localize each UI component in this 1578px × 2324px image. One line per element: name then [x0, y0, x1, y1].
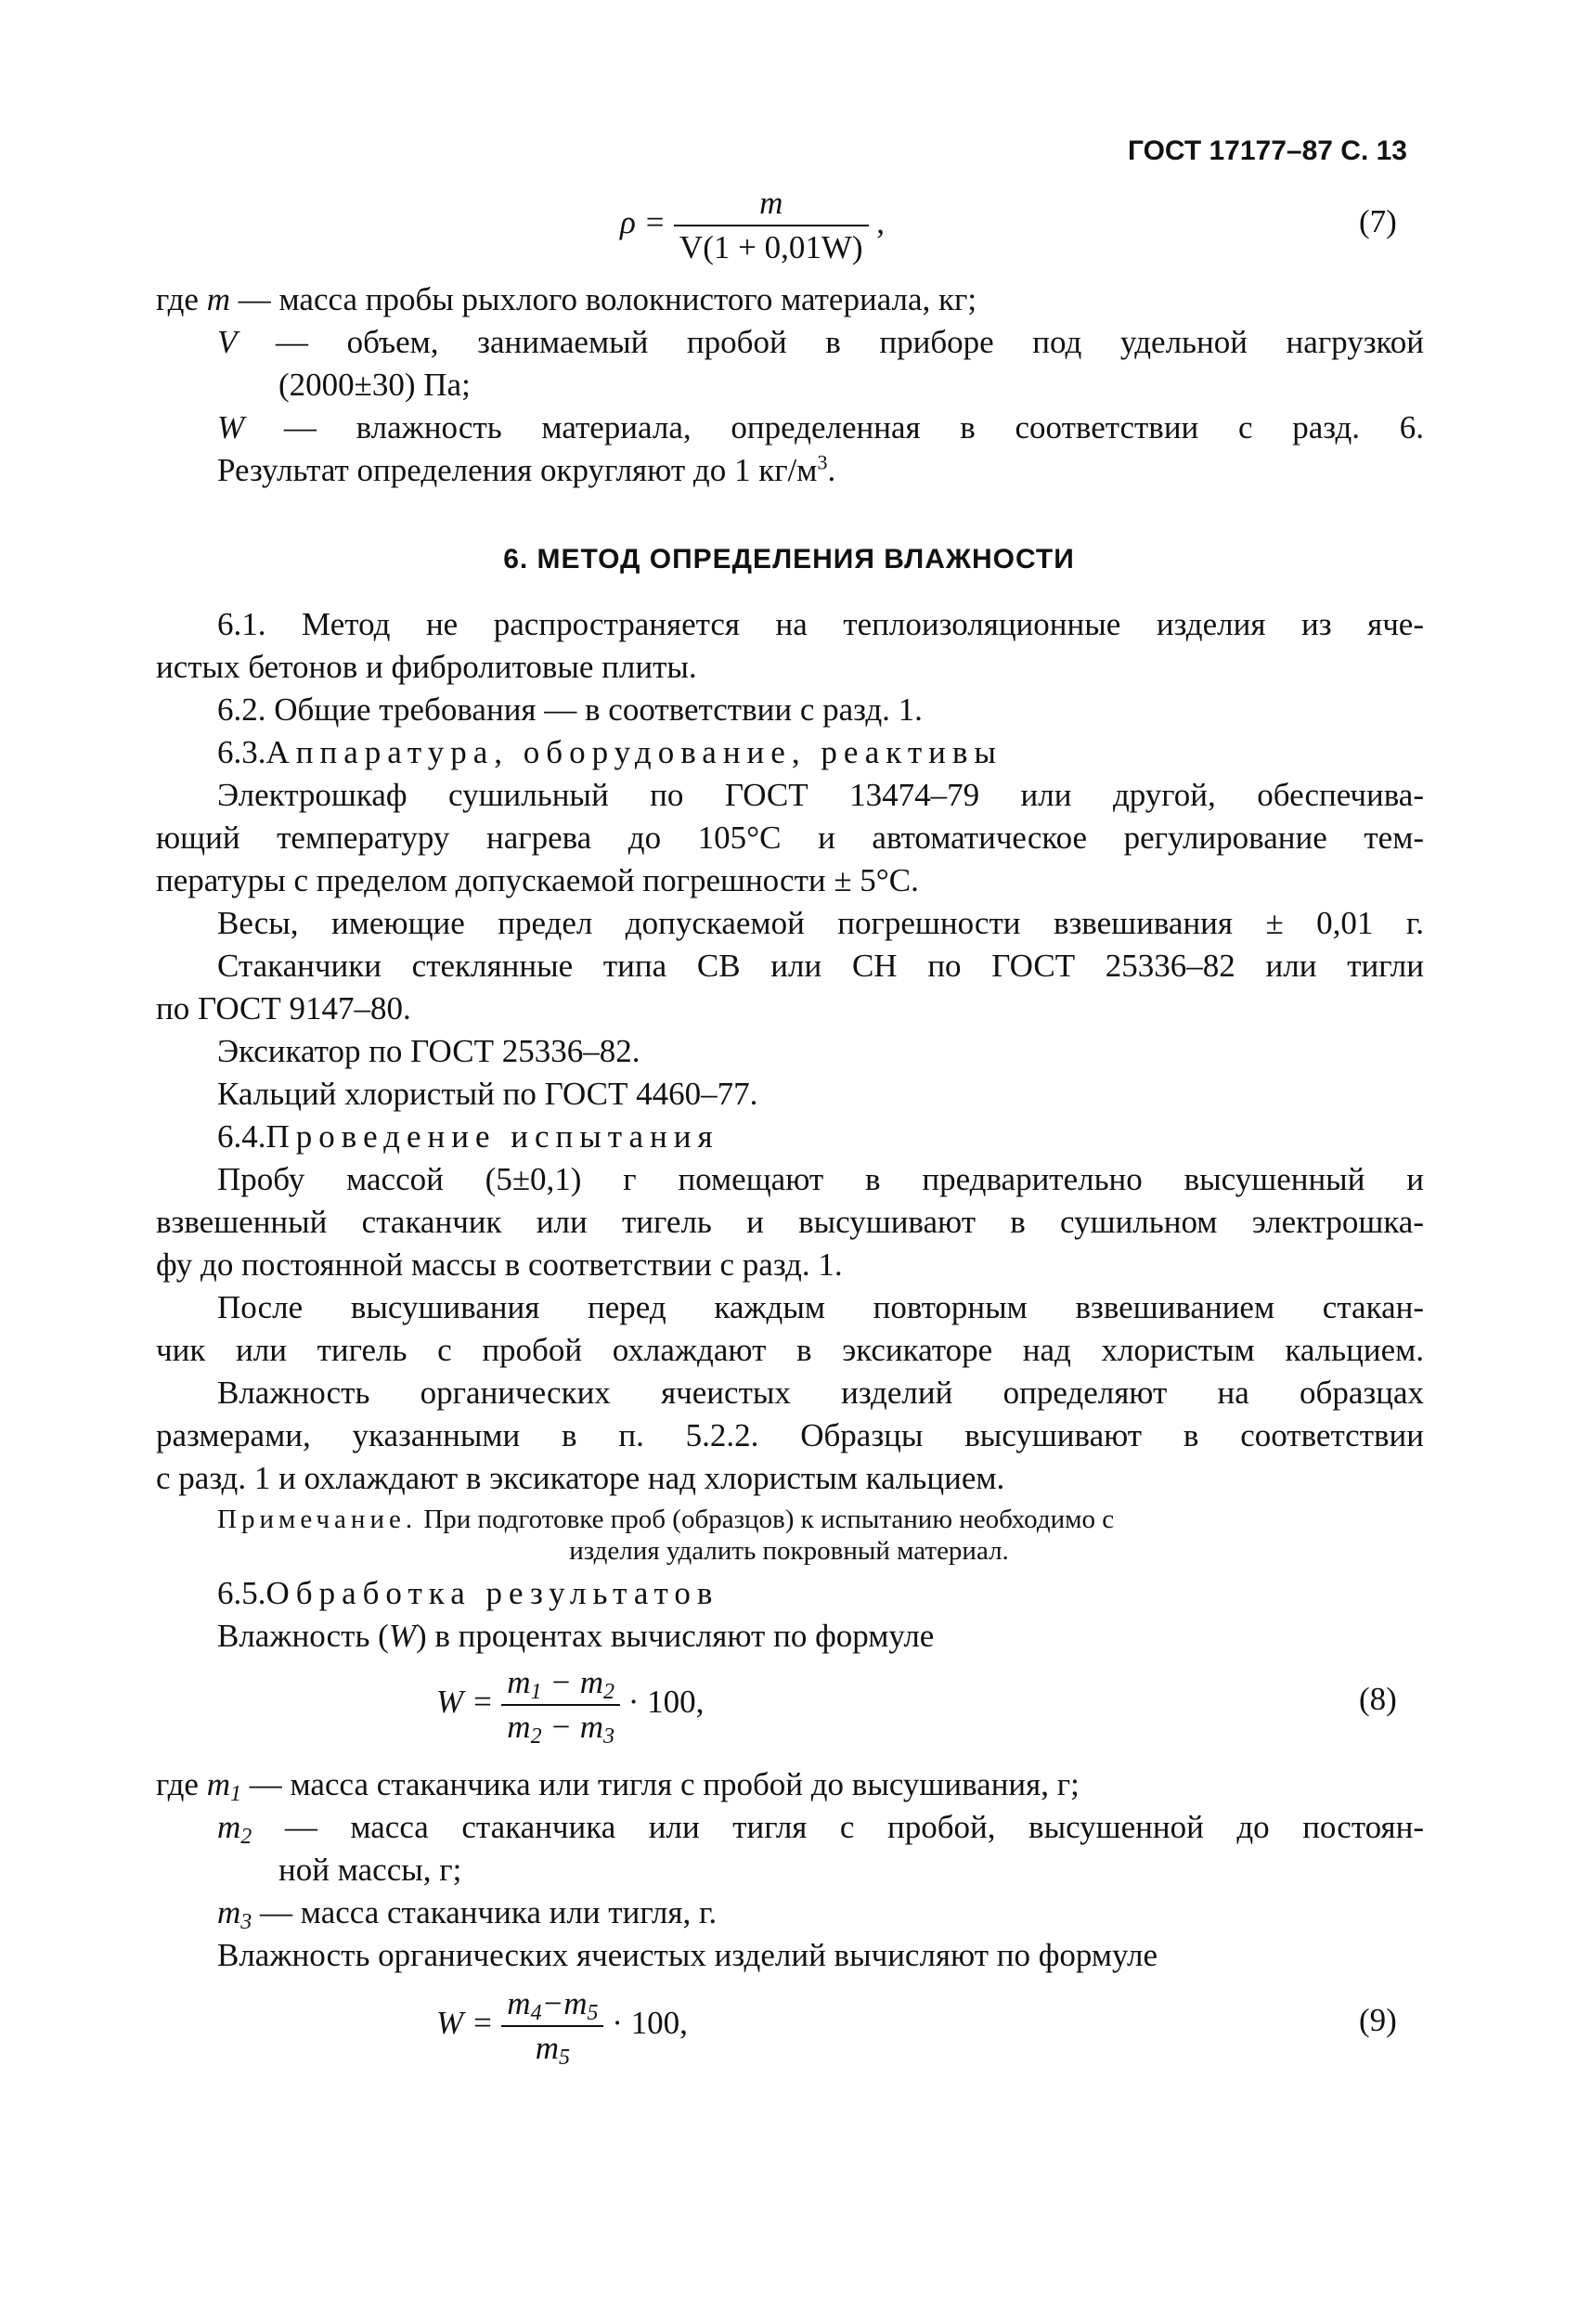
para-6-4-line-2: взвешенный стаканчик или тигель и высушивают в сушильном электрошка-: [156, 1204, 1424, 1240]
para-6-2: 6.2. Общие требования — в соответствии с разд. 1.: [217, 691, 923, 728]
running-header: ГОСТ 17177–87 С. 13: [1127, 136, 1407, 166]
formula-7-tail: ,: [876, 204, 886, 241]
para-6-5-intro: Влажность (W) в процентах вычисляют по формуле: [217, 1618, 935, 1654]
para-6-4-line-8: с разд. 1 и охлаждают в эксикаторе над хлористым кальцием.: [156, 1460, 1005, 1496]
formula-8-number: (8): [1359, 1681, 1397, 1717]
formula-9-denominator: $m_5$: [535, 2030, 571, 2070]
legend-7-line-1: где m — масса пробы рыхлого волокнистого материала, кг;: [156, 281, 977, 317]
para-6-3-line-7: Эксикатор по ГОСТ 25336–82.: [217, 1033, 640, 1069]
formula-8: [436, 1661, 704, 1749]
legend-8-line-5: Влажность органических ячеистых изделий вычисляют по формуле: [217, 1937, 1158, 1973]
legend-7-line-2: V — объем, занимаемый пробой в приборе под удельной нагрузкой: [217, 324, 1424, 360]
para-6-3-line-2: ющий температуру нагрева до 105°С и автоматическое регулирование тем-: [156, 820, 1424, 856]
para-6-4-line-3: фу до постоянной массы в соответствии с разд. 1.: [156, 1246, 843, 1283]
legend-7-line-4: W — влажность материала, определенная в соответствии с разд. 6.: [217, 409, 1424, 445]
formula-7-fraction: [674, 182, 869, 269]
formula-8-tail: · 100,: [627, 1684, 705, 1721]
legend-7-line-3: (2000±30) Па;: [278, 367, 471, 403]
formula-8-fraction: [501, 1661, 620, 1749]
para-6-4-heading: 6.4.Проведение испытания: [217, 1118, 719, 1155]
formula-7-lhs: ρ =: [620, 204, 666, 241]
para-6-4-line-6: Влажность органических ячеистых изделий определяют на образцах: [217, 1375, 1424, 1411]
formula-9-fraction: [501, 1982, 603, 2070]
para-6-3-heading: 6.3.Аппаратура, оборудование, реактивы: [217, 734, 1002, 770]
para-6-3-line-5: Стаканчики стеклянные типа СВ или СН по ГОСТ 25336–82 или тигли: [217, 948, 1424, 984]
legend-8-line-2: $m_2$ — масса стаканчика или тигля с пробой, высушенной до постоян-: [217, 1809, 1424, 1849]
para-6-3-line-6: по ГОСТ 9147–80.: [156, 990, 411, 1026]
note-line-1: Примечание. При подготовке проб (образцов) к испытанию необходимо с: [217, 1504, 1115, 1534]
para-6-3-line-4: Весы, имеющие предел допускаемой погрешности взвешивания ± 0,01 г.: [217, 905, 1424, 941]
para-6-5-heading: 6.5.Обработка результатов: [217, 1575, 719, 1611]
para-6-3-line-1: Электрошкаф сушильный по ГОСТ 13474–79 или другой, обеспечива-: [217, 777, 1424, 813]
legend-8-line-1: где $m_1$ — масса стаканчика или тигля с пробой до высушивания, г;: [156, 1766, 1080, 1806]
para-6-1-line-2: истых бетонов и фибролитовые плиты.: [156, 649, 697, 685]
para-6-3-line-3: пературы с пределом допускаемой погрешности ± 5°С.: [156, 862, 919, 898]
legend-8-line-3: ной массы, г;: [278, 1852, 462, 1888]
formula-7-denominator: V(1 + 0,01W): [679, 229, 863, 265]
legend-7-line-5: Результат определения округляют до 1 $кг/м^3$.: [217, 450, 836, 488]
para-6-3-line-8: Кальций хлористый по ГОСТ 4460–77.: [217, 1076, 758, 1112]
formula-9-number: (9): [1359, 2002, 1397, 2038]
formula-8-numerator: $m_1 - m_2$: [501, 1661, 620, 1706]
formula-9-tail: · 100,: [612, 2005, 688, 2042]
para-6-1-line-1: 6.1. Метод не распространяется на теплоизоляционные изделия из яче-: [217, 606, 1424, 642]
section-6-heading: 6. МЕТОД ОПРЕДЕЛЕНИЯ ВЛАЖНОСТИ: [503, 544, 1075, 575]
formula-7-numerator: m: [674, 182, 869, 226]
para-6-4-line-5: чик или тигель с пробой охлаждают в эксикаторе над хлористым кальцием.: [156, 1332, 1424, 1368]
note-line-2: изделия удалить покровный материал.: [569, 1536, 1009, 1566]
para-6-4-line-7: размерами, указанными в п. 5.2.2. Образцы высушивают в соответствии: [156, 1417, 1424, 1453]
formula-7-number: (7): [1359, 203, 1397, 239]
formula-7: [620, 182, 885, 269]
formula-9: [436, 1982, 688, 2070]
formula-8-denominator: $m_2 - m_3$: [507, 1709, 614, 1749]
para-6-4-line-1: Пробу массой (5±0,1) г помещают в предварительно высушенный и: [217, 1161, 1424, 1197]
legend-8-line-4: $m_3$ — масса стаканчика или тигля, г.: [217, 1894, 718, 1934]
formula-8-lhs: W =: [436, 1684, 494, 1721]
para-6-4-line-4: После высушивания перед каждым повторным взвешиванием стакан-: [217, 1289, 1424, 1325]
formula-9-lhs: W =: [436, 2005, 494, 2042]
formula-9-numerator: $m_4-m_5$: [501, 1982, 603, 2027]
